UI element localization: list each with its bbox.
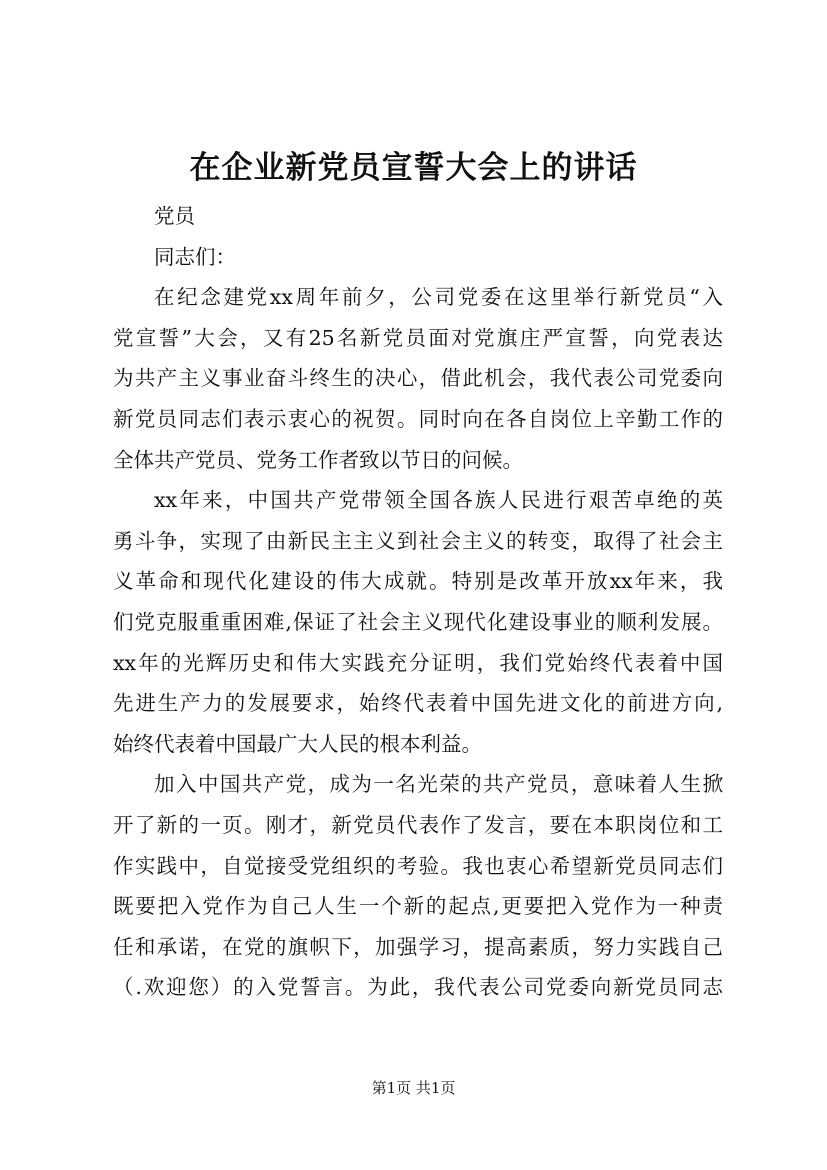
text-line: 作实践中，自觉接受党组织的考验。我也衷心希望新党员同志们: [113, 853, 723, 878]
text-line: 既要把入党作为自己人生一个新的起点,更要把入党作为一种责: [113, 894, 723, 919]
text-line: 始终代表着中国最广大人民的根本利益。: [113, 731, 482, 756]
text-line: 先进生产力的发展要求，始终代表着中国先进文化的前进方向,: [113, 691, 723, 716]
text-line: （.欢迎您）的入党誓言。为此，我代表公司党委向新党员同志: [113, 975, 723, 1000]
text-line: 任和承诺，在党的旗帜下，加强学习，提高素质，努力实践自己: [113, 934, 723, 959]
text-line: 们党克服重重困难,保证了社会主义现代化建设事业的顺利发展。: [113, 609, 723, 634]
text-line: xx年来，中国共产党带领全国各族人民进行艰苦卓绝的英: [154, 488, 723, 513]
text-line: 义革命和现代化建设的伟大成就。特别是改革开放xx年来，我: [113, 569, 723, 594]
document-body: [113, 196, 723, 1008]
text-line: 开了新的一页。刚才，新党员代表作了发言，要在本职岗位和工: [113, 812, 723, 837]
text-line: 新党员同志们表示衷心的祝贺。同时向在各自岗位上辛勤工作的: [113, 406, 723, 431]
text-line: 为共产主义事业奋斗终生的决心，借此机会，我代表公司党委向: [113, 366, 723, 391]
text-line: 在纪念建党xx周年前夕，公司党委在这里举行新党员“入: [154, 285, 723, 310]
text-line: 全体共产党员、党务工作者致以节日的问候。: [113, 447, 523, 472]
page-footer: 第1页 共1页: [371, 1079, 456, 1097]
text-line: 加入中国共产党，成为一名光荣的共产党员，意味着人生掀: [154, 772, 723, 797]
text-line: 党宣誓”大会，又有25名新党员面对党旗庄严宣誓，向党表达: [113, 325, 723, 350]
document-title: 在企业新党员宣誓大会上的讲话: [189, 150, 638, 186]
text-line: 勇斗争，实现了由新民主主义到社会主义的转变，取得了社会主: [113, 528, 723, 553]
text-line: xx年的光辉历史和伟大实践充分证明，我们党始终代表着中国: [113, 650, 723, 675]
text-line: 同志们：: [154, 244, 236, 269]
text-line: 党员: [154, 204, 195, 228]
